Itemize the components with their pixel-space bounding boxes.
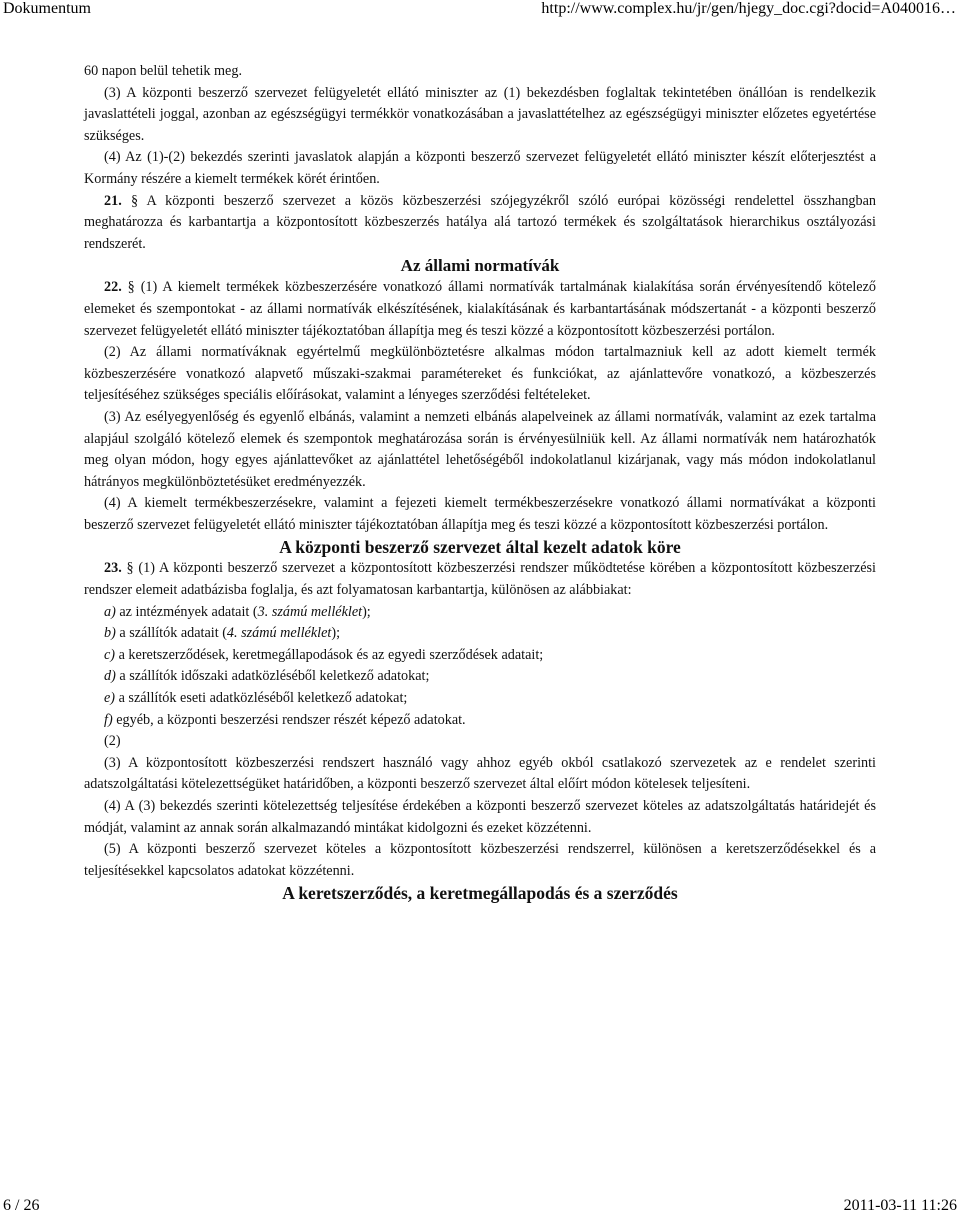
paragraph: (4) A (3) bekezdés szerinti kötelezettség teljesítése érdekében a központi beszerző szervezet köteles az adatszolgáltatás határidejét és módját, valamint az annak során alkalmazandó mintákat kidolgozni és ezeket közzétenni. [84, 798, 876, 836]
section-sign: § [127, 279, 135, 296]
list-item: c) a keretszerződések, keretmegállapodások és az egyedi szerződések adatait; [104, 646, 544, 663]
document-body [84, 61, 876, 904]
paragraph: (3) A központi beszerző szervezet felügyeletét ellátó miniszter az (1) bekezdésben foglaltak tekintetében önállóan is rendelkezik javaslattételi joggal, azonban az egészségügyi termékkör vonatkozásában a javaslattételhez az egészségügyi miniszter előzetes egyetértése szükséges. [84, 84, 876, 144]
list-item: e) a szállítók eseti adatközléséből keletkező adatokat; [104, 690, 408, 707]
section-heading: Az állami normatívák [400, 256, 560, 276]
page-number: 6 / 26 [3, 1197, 40, 1214]
print-header [0, 0, 960, 18]
section-number: 21. [104, 192, 122, 209]
list-item: a) az intézmények adatait (3. számú melléklet); [104, 603, 371, 620]
document-url[interactable]: http://www.complex.hu/jr/gen/hjegy_doc.cgi?docid=A040016… [541, 0, 956, 17]
list-item: f) egyéb, a központi beszerzési rendszer részét képező adatokat. [104, 711, 466, 728]
section-text: (1) A kiemelt termékek közbeszerzésére vonatkozó állami normatívák tartalmának kialakítása során érvényesítendő kötelező elemeket és szempontokat - az állami normatívák elkészítésének, kialakításának és karbantartásának módszertanát - a központi beszerző szervezet felügyeletét ellátó miniszter tájékoztatóban állapítja meg és teszi közzé a központosított közbeszerzési portálon. [84, 279, 876, 339]
section-sign: § [126, 560, 134, 577]
section-heading: A központi beszerző szervezet által kezelt adatok köre [279, 537, 681, 558]
print-footer [0, 1197, 960, 1215]
section-22 [84, 277, 876, 342]
section-number: 22. [104, 279, 122, 296]
paragraph: (4) A kiemelt termékbeszerzésekre, valamint a fejezeti kiemelt termékbeszerzésekre vonatkozó állami normatívákat a központi beszerző szervezet felügyeletét ellátó miniszter tájékoztatóban állapítja meg és teszi közzé a központosított közbeszerzési portálon. [84, 495, 876, 533]
section-text: A központi beszerző szervezet a közös közbeszerzési szójegyzékről szóló európai közösségi rendelettel összhangban meghatározza és karbantartja a központosított közbeszerzés hatálya alá tartozó termékek és szolgáltatások hierarchikus osztályozási rendszerét. [84, 192, 877, 252]
paragraph: (2) Az állami normatíváknak egyértelmű megkülönböztetésre alkalmas módon tartalmazniuk kell az adott kiemelt termék közbeszerzésére vonatkozó alapvető műszaki-szakmai paramétereket és funkciókat, az ajánlattevőre vonatkozó, a közbeszerzés teljesítéséhez szükséges speciális előírásokat, valamint a lényeges szerződési feltételeket. [84, 344, 876, 404]
print-timestamp: 2011-03-11 11:26 [843, 1197, 957, 1214]
paragraph: (3) A központosított közbeszerzési rendszert használó vagy ahhoz egyéb okból csatlakozó szervezetek az e rendelet szerinti adatszolgáltatási kötelezettségüket határidőben, a központi beszerző szervezet által előírt módon kötelesek teljesíteni. [84, 754, 876, 793]
paragraph: (2) [104, 733, 121, 750]
document-label: Dokumentum [3, 0, 91, 17]
paragraph: 60 napon belül tehetik meg. [84, 63, 242, 79]
section-text: (1) A központi beszerző szervezet a központosított közbeszerzési rendszer működtetése körében a központosított közbeszerzési rendszer elemeit adatbázisba foglalja, és azt folyamatosan karbantartja, különösen az alábbiakat: [84, 560, 876, 599]
paragraph: (3) Az esélyegyenlőség és egyenlő elbánás, valamint a nemzeti elbánás alapelveinek az állami normatívák, valamint az ezek tartalma alapjául szolgáló kötelező elemek és szempontok meghatározása során is érvényesülniük kell. Az állami normatívák nem határozhatók meg olyan módon, hogy egyes ajánlattevőket az ajánlattétel lehetőségéből indokolatlanul kizárjanak, vagy más módon indokolatlanul hátrányos megkülönböztetésüket eredményezzék. [84, 408, 876, 490]
section-sign: § [130, 192, 139, 209]
section-21 [84, 191, 876, 256]
section-heading: A keretszerződés, a keretmegállapodás és a szerződés [282, 883, 678, 904]
list-item: b) a szállítók adatait (4. számú melléklet); [104, 625, 341, 642]
section-23 [84, 558, 876, 601]
paragraph: (5) A központi beszerző szervezet köteles a központosított közbeszerzési rendszerrel, különösen a keretszerződésekkel és a teljesítésekkel kapcsolatos adatokat közzétenni. [84, 841, 876, 879]
list-item: d) a szállítók időszaki adatközléséből keletkező adatokat; [104, 668, 430, 685]
enumerated-list [84, 602, 876, 732]
section-number: 23. [104, 560, 122, 577]
paragraph: (4) Az (1)-(2) bekezdés szerinti javaslatok alapján a központi beszerző szervezet felügyeletét ellátó miniszter készít előterjesztést a Kormány részére a kiemelt termékek körét érintően. [84, 149, 876, 187]
